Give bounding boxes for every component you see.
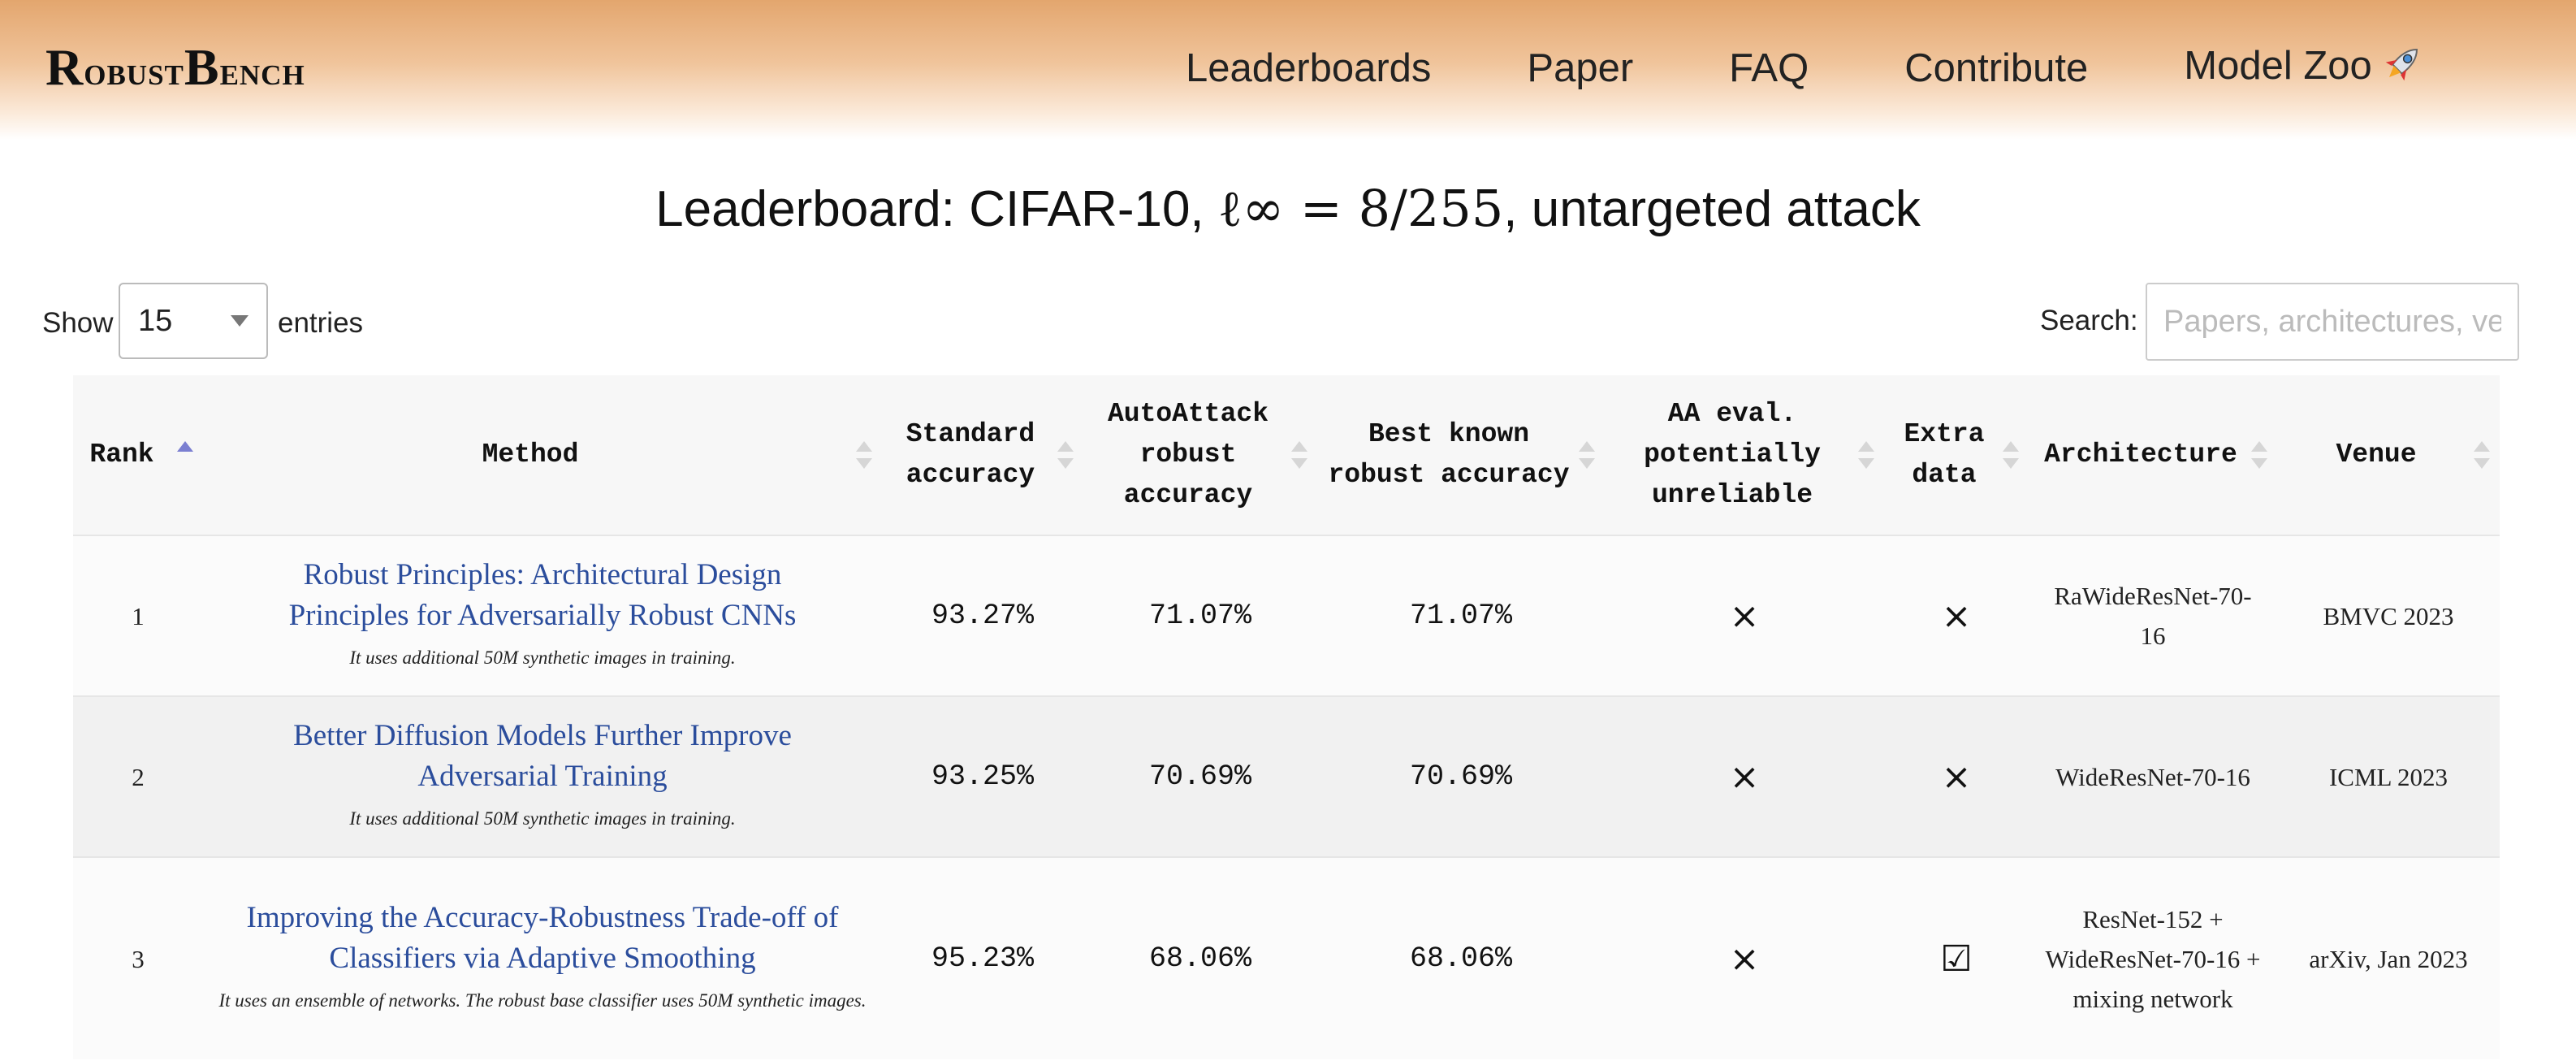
sort-arrows-icon xyxy=(2003,441,2019,469)
cross-icon: × xyxy=(1605,696,1884,857)
column-header-standard-accuracy[interactable] xyxy=(882,375,1083,535)
method-cell xyxy=(203,857,882,1059)
paper-title-line: Robust Principles: Architectural Design xyxy=(303,558,782,591)
sort-asc-icon xyxy=(177,441,193,469)
paper-title-line: Classifiers via Adaptive Smoothing xyxy=(329,942,756,975)
cross-icon: × xyxy=(1884,696,2029,857)
nav-model-zoo[interactable] xyxy=(2184,41,2426,96)
standard-accuracy-cell: 93.27% xyxy=(882,535,1083,696)
paper-link[interactable] xyxy=(218,716,867,797)
nav-contribute[interactable]: Contribute xyxy=(1904,46,2089,90)
paper-link[interactable] xyxy=(218,555,867,636)
architecture-cell: WideResNet-70-16 xyxy=(2029,696,2277,857)
method-note: It uses additional 50M synthetic images in training. xyxy=(349,808,736,829)
method-cell xyxy=(203,696,882,857)
column-header-label: Venue xyxy=(2336,440,2417,470)
paper-link[interactable] xyxy=(218,898,867,979)
column-header-extra-data[interactable] xyxy=(1884,375,2029,535)
column-header-label: Best known robust accuracy xyxy=(1328,419,1570,490)
nav-faq[interactable]: FAQ xyxy=(1729,46,1809,90)
best-known-accuracy-cell: 71.07% xyxy=(1317,535,1605,696)
page-title xyxy=(0,179,2576,239)
paper-title-line: Improving the Accuracy-Robustness Trade-off of xyxy=(246,901,839,934)
nav-model-zoo-label: Model Zoo xyxy=(2184,43,2372,88)
table-row xyxy=(73,535,2500,696)
column-header-autoattack-accuracy[interactable] xyxy=(1083,375,1317,535)
entries-select-value: 15 xyxy=(138,304,173,338)
rank-cell: 2 xyxy=(73,696,203,857)
show-label: Show xyxy=(42,307,114,339)
standard-accuracy-cell: 95.23% xyxy=(882,857,1083,1059)
column-header-label: Standard accuracy xyxy=(905,419,1035,490)
sort-arrows-icon xyxy=(1858,441,1874,469)
rank-cell: 1 xyxy=(73,535,203,696)
nav-leaderboards[interactable]: Leaderboards xyxy=(1186,46,1432,90)
column-header-label: Architecture xyxy=(2044,440,2237,470)
sort-arrows-icon xyxy=(1057,441,1074,469)
cross-icon: × xyxy=(1605,535,1884,696)
method-note: It uses additional 50M synthetic images in training. xyxy=(349,647,736,668)
column-header-best-known-accuracy[interactable] xyxy=(1317,375,1605,535)
venue-cell: ICML 2023 xyxy=(2277,696,2500,857)
paper-title-line: Better Diffusion Models Further Improve xyxy=(293,719,792,752)
search-label: Search: xyxy=(2040,305,2138,336)
rank-cell: 3 xyxy=(73,857,203,1059)
table-header-row xyxy=(73,375,2500,535)
column-header-architecture[interactable] xyxy=(2029,375,2277,535)
table-row xyxy=(73,857,2500,1059)
page-title-math: ℓ∞ = 8/255 xyxy=(1217,179,1504,238)
column-header-label: Method xyxy=(482,440,579,470)
caret-down-icon xyxy=(231,315,249,327)
top-navbar xyxy=(0,0,2576,140)
sort-arrows-icon xyxy=(856,441,872,469)
page-title-prefix: Leaderboard: CIFAR-10, xyxy=(655,181,1218,237)
column-header-method[interactable] xyxy=(203,375,882,535)
table-row xyxy=(73,696,2500,857)
autoattack-accuracy-cell: 68.06% xyxy=(1083,857,1317,1059)
main-nav xyxy=(1186,41,2426,96)
autoattack-accuracy-cell: 71.07% xyxy=(1083,535,1317,696)
paper-title-line: Adversarial Training xyxy=(417,760,668,793)
venue-cell: arXiv, Jan 2023 xyxy=(2277,857,2500,1059)
column-header-label: AutoAttack robust accuracy xyxy=(1107,399,1269,510)
cross-icon: × xyxy=(1605,857,1884,1059)
best-known-accuracy-cell: 70.69% xyxy=(1317,696,1605,857)
leaderboard-table xyxy=(73,375,2500,1059)
sort-arrows-icon xyxy=(2474,441,2490,469)
leaderboard-table-wrapper xyxy=(73,375,2500,1061)
method-note: It uses an ensemble of networks. The robust base classifier uses 50M synthetic images. xyxy=(218,990,867,1011)
entries-select[interactable] xyxy=(119,283,268,359)
autoattack-accuracy-cell: 70.69% xyxy=(1083,696,1317,857)
column-header-rank[interactable] xyxy=(73,375,203,535)
method-cell xyxy=(203,535,882,696)
architecture-cell: ResNet-152 + WideResNet-70-16 + mixing network xyxy=(2029,857,2277,1059)
entries-label: entries xyxy=(278,307,364,339)
checkbox-checked-icon: ☑ xyxy=(1884,857,2029,1059)
standard-accuracy-cell: 93.25% xyxy=(882,696,1083,857)
rocket-icon xyxy=(2380,41,2426,96)
best-known-accuracy-cell: 68.06% xyxy=(1317,857,1605,1059)
column-header-label: Rank xyxy=(89,440,154,470)
column-header-aa-unreliable[interactable] xyxy=(1605,375,1884,535)
paper-title-line: Principles for Adversarially Robust CNNs xyxy=(288,599,797,632)
nav-paper[interactable]: Paper xyxy=(1527,46,1634,90)
brand-logo[interactable]: RobustBench xyxy=(45,38,305,96)
page-title-suffix: , untargeted attack xyxy=(1503,181,1921,237)
sort-arrows-icon xyxy=(2251,441,2267,469)
column-header-label: Extra data xyxy=(1904,419,1985,490)
column-header-venue[interactable] xyxy=(2277,375,2500,535)
cross-icon: × xyxy=(1884,535,2029,696)
search-input[interactable] xyxy=(2146,283,2519,361)
sort-arrows-icon xyxy=(1291,441,1307,469)
architecture-cell: RaWideResNet-70-16 xyxy=(2029,535,2277,696)
venue-cell: BMVC 2023 xyxy=(2277,535,2500,696)
sort-arrows-icon xyxy=(1579,441,1595,469)
column-header-label: AA eval. potentially unreliable xyxy=(1644,399,1821,510)
